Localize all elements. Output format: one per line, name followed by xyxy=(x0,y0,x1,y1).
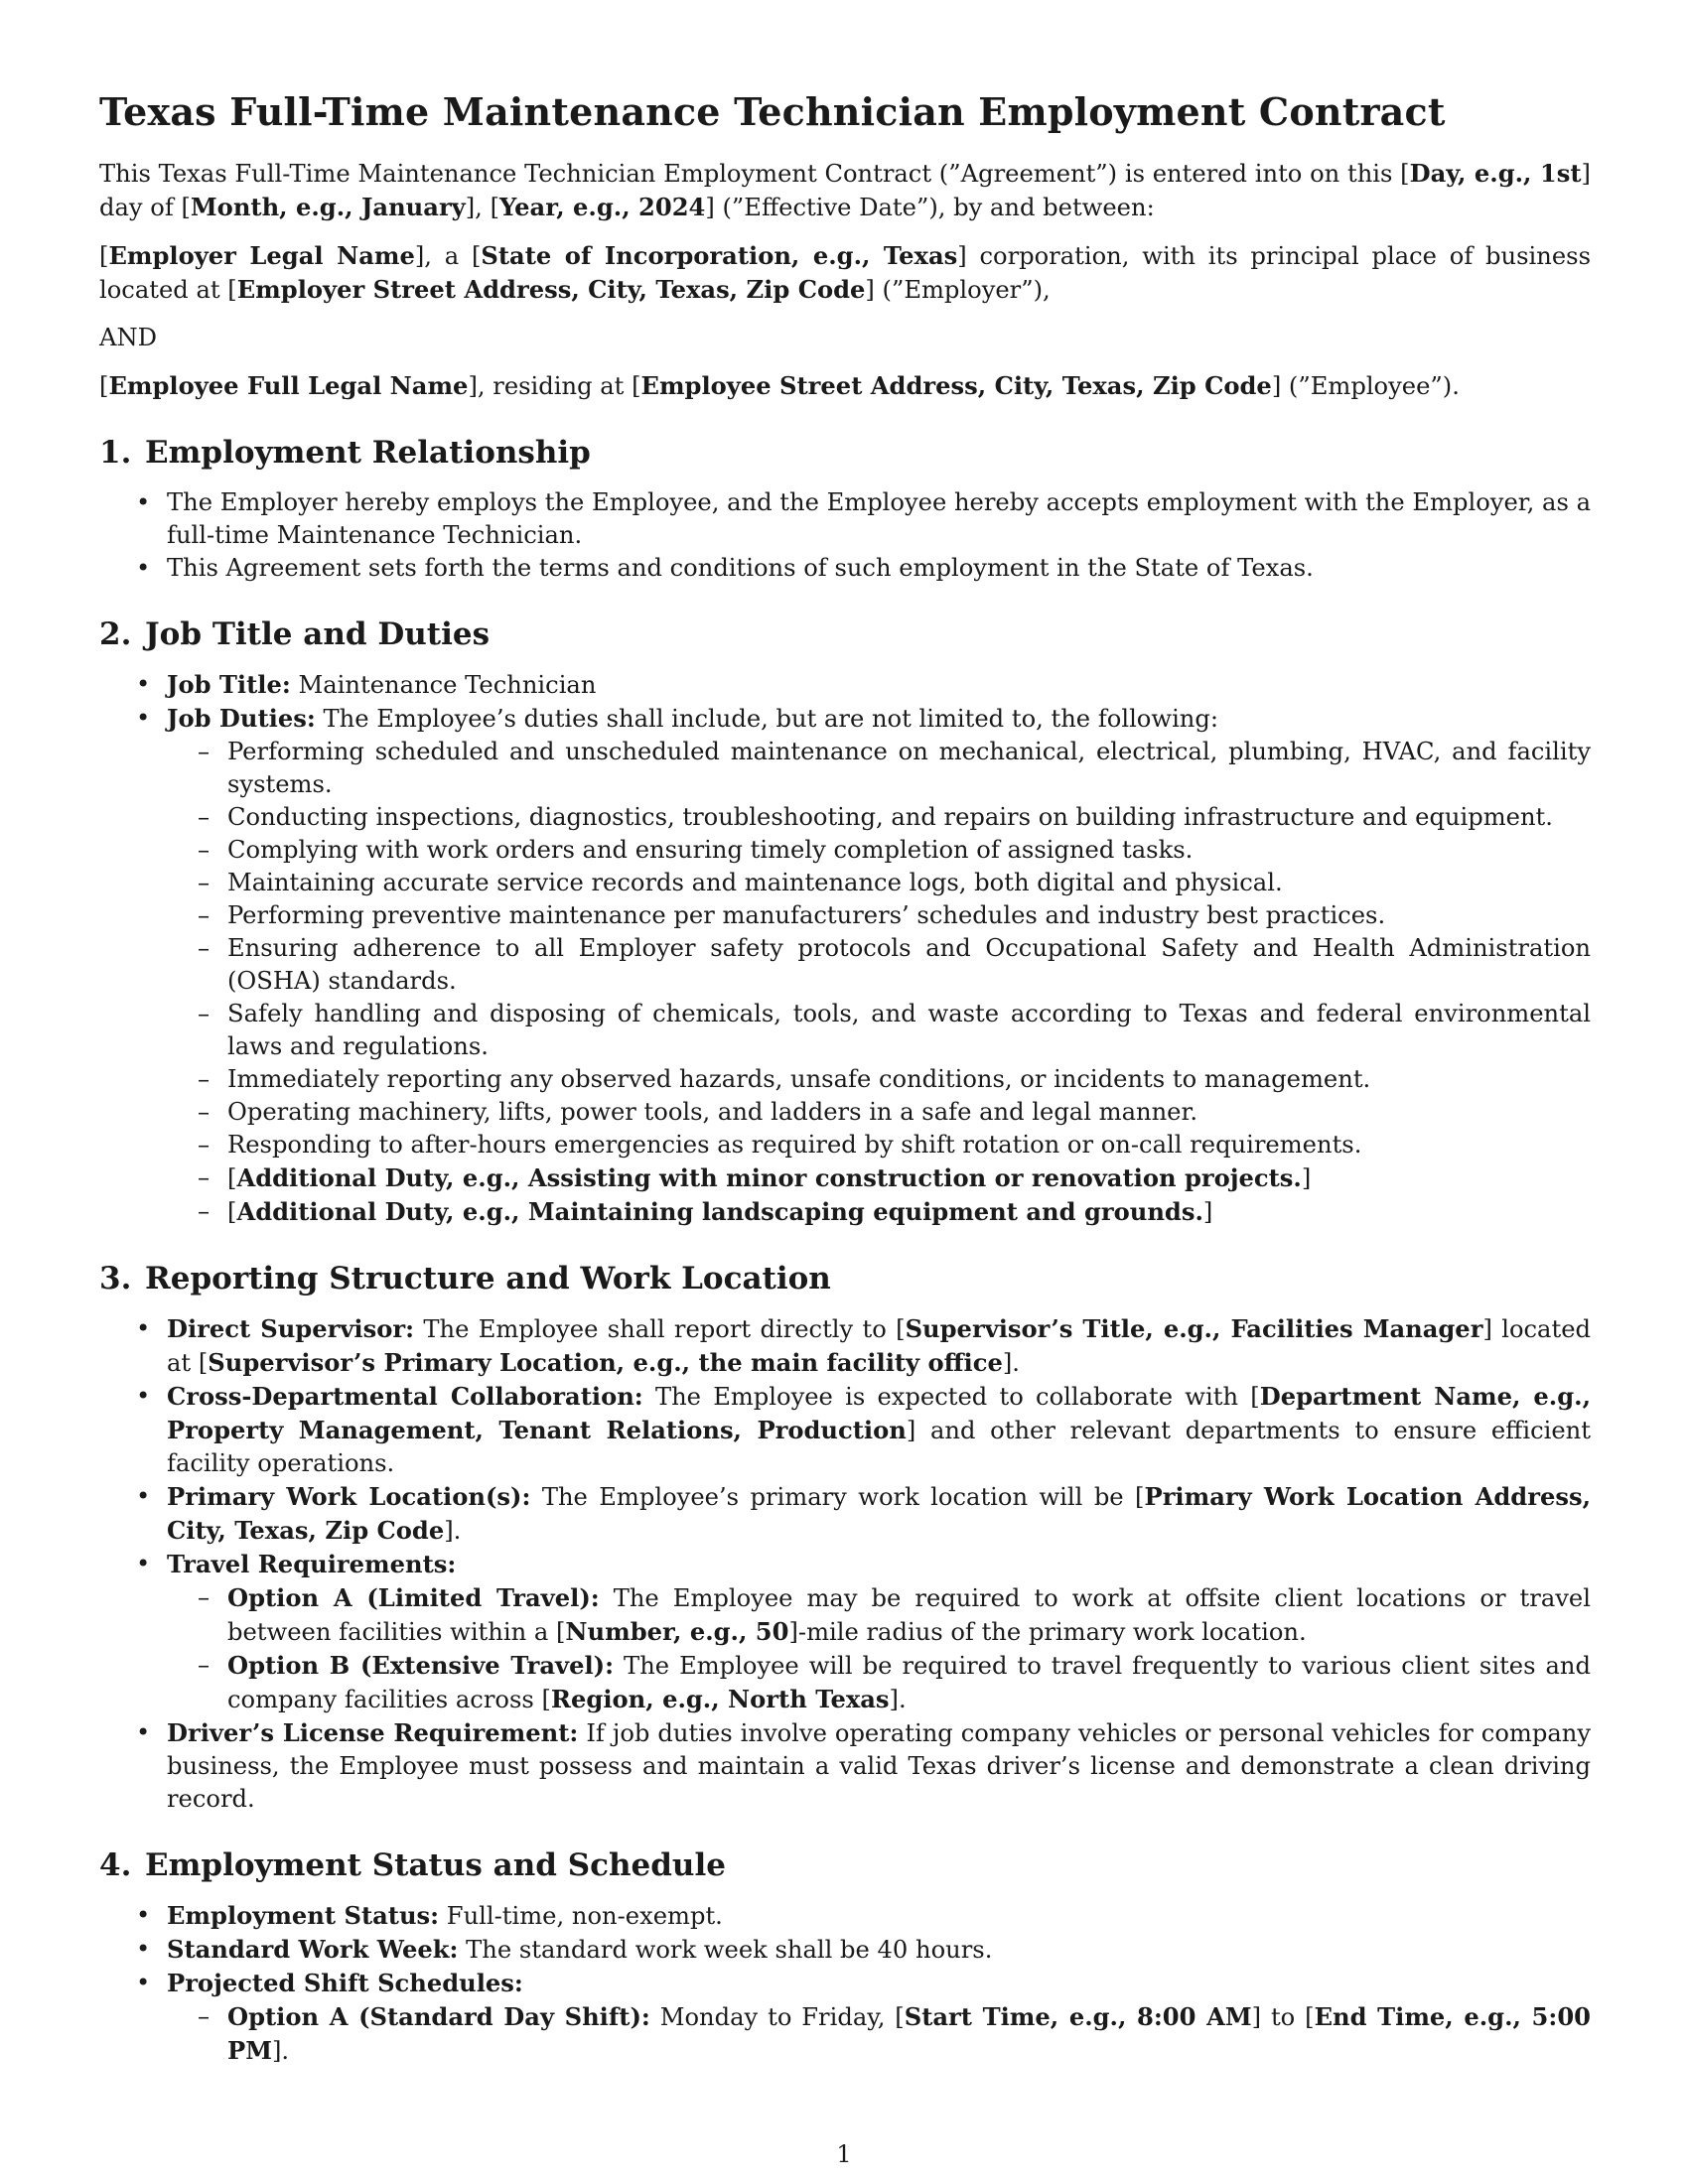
duty-item: – Immediately reporting any observed hazards, unsafe conditions, or incidents to management. xyxy=(166,1063,1591,1096)
shift-options-list xyxy=(167,2000,1591,2068)
employee-paragraph: [Employee Full Legal Name], residing at [Employee Street Address, City, Texas, Zip Code] (”Employee”). xyxy=(99,371,1460,400)
and-separator: AND xyxy=(99,324,158,351)
shift-option-a: – Option A (Standard Day Shift): Monday to Friday, [Start Time, e.g., 8:00 AM] to [End Time, e.g., 5:00 PM]. xyxy=(166,2000,1591,2068)
travel-options-list xyxy=(167,1581,1591,1716)
section-2-list xyxy=(99,668,1591,1229)
duty-item: – Conducting inspections, diagnostics, troubleshooting, and repairs on building infrastructure and equipment. xyxy=(166,801,1591,834)
travel-option-a: – Option A (Limited Travel): The Employee may be required to work at offsite client locations or travel between facilities within a [Number, e.g., 50]-mile radius of the primary work location. xyxy=(166,1581,1591,1649)
additional-duty-item: – [Additional Duty, e.g., Maintaining landscaping equipment and grounds.] xyxy=(166,1195,1591,1229)
list-item: • Travel Requirements: – Option A (Limited Travel): The Employee may be required to work at offsite client locations or travel between facilities within a [Number, e.g., 50]-mile radius of the primary work location. – Option B (Extensive Travel): The Employee will be required to travel frequently to various client sites and company facilities across [Region, e.g., North Texas]. xyxy=(99,1548,1591,1716)
document-title: Texas Full-Time Maintenance Technician Employment Contract xyxy=(99,89,1446,134)
list-item: • Direct Supervisor: The Employee shall report directly to [Supervisor’s Title, e.g., Facilities Manager] located at [Supervisor’s Primary Location, e.g., the main facility office]. xyxy=(99,1312,1591,1380)
employer-paragraph: [Employer Legal Name], a [State of Incorporation, e.g., Texas] corporation, with its principal place of business located at [Employer Street Address, City, Texas, Zip Code] (”Employer”), xyxy=(99,241,1591,304)
list-item: • Cross-Departmental Collaboration: The Employee is expected to collaborate with [Department Name, e.g., Property Management, Tenant Relations, Production] and other relevant departments to ensure efficient facility operations. xyxy=(99,1380,1591,1480)
section-heading-4: 4. Employment Status and Schedule xyxy=(99,1847,726,1883)
travel-option-b: – Option B (Extensive Travel): The Employee will be required to travel frequently to various client sites and company facilities across [Region, e.g., North Texas]. xyxy=(166,1649,1591,1716)
duty-item: – Responding to after-hours emergencies as required by shift rotation or on-call requirements. xyxy=(166,1129,1591,1161)
duties-list xyxy=(167,736,1591,1229)
duty-item: – Ensuring adherence to all Employer safety protocols and Occupational Safety and Health Administration (OSHA) standards. xyxy=(166,932,1591,998)
duty-item: – Operating machinery, lifts, power tools, and ladders in a safe and legal manner. xyxy=(166,1096,1591,1129)
list-item: • Standard Work Week: The standard work week shall be 40 hours. xyxy=(99,1933,1591,1967)
section-3-list xyxy=(99,1312,1591,1816)
list-item: • This Agreement sets forth the terms and conditions of such employment in the State of Texas. xyxy=(99,552,1591,585)
duty-item: – Safely handling and disposing of chemicals, tools, and waste according to Texas and federal environmental laws and regulations. xyxy=(166,998,1591,1063)
section-heading-1: 1. Employment Relationship xyxy=(99,435,591,471)
duty-item: – Maintaining accurate service records and maintenance logs, both digital and physical. xyxy=(166,867,1591,899)
intro-paragraph: This Texas Full-Time Maintenance Technician Employment Contract (”Agreement”) is entered into on this [Day, e.g., 1st] day of [Month, e.g., January], [Year, e.g., 2024] (”Effective Date”), by and between: xyxy=(99,159,1591,221)
section-4-list xyxy=(99,1899,1591,2068)
additional-duty-item: – [Additional Duty, e.g., Assisting with minor construction or renovation projects.] xyxy=(166,1161,1591,1195)
list-item: • Employment Status: Full-time, non-exempt. xyxy=(99,1899,1591,1933)
list-item: • The Employer hereby employs the Employee, and the Employee hereby accepts employment with the Employer, as a full-time Maintenance Technician. xyxy=(99,486,1591,552)
list-item: • Projected Shift Schedules: – Option A (Standard Day Shift): Monday to Friday, [Start Time, e.g., 8:00 AM] to [End Time, e.g., 5:00 PM]. xyxy=(99,1967,1591,2068)
section-heading-2: 2. Job Title and Duties xyxy=(99,616,491,652)
section-1-list xyxy=(99,486,1591,585)
section-heading-3: 3. Reporting Structure and Work Location xyxy=(99,1261,831,1297)
page-number: 1 xyxy=(836,2140,852,2168)
list-item: • Primary Work Location(s): The Employee’s primary work location will be [Primary Work Location Address, City, Texas, Zip Code]. xyxy=(99,1480,1591,1548)
list-item: • Job Duties: The Employee’s duties shall include, but are not limited to, the following: – Performing scheduled and unscheduled maintenance on mechanical, electrical, plumbing, HVAC, and facility systems. – Conducting inspections, diagnostics, troubleshooting, and repairs on building infrastructure and equipment. – Complying with work orders and ensuring timely completion of assigned tasks. – Maintaining accurate service records and maintenance logs, both digital and physical. – Performing preventive maintenance per manufacturers’ schedules and industry best practices. – Ensuring adherence to all Employer safety protocols and Occupational Safety and Health Administration (OSHA) standards. – Safely handling and disposing of chemicals, tools, and waste according to Texas and federal environmental laws and regulations. – Immediately reporting any observed hazards, unsafe conditions, or incidents to management. – Operating machinery, lifts, power tools, and ladders in a safe and legal manner. – Responding to after-hours emergencies as required by shift rotation or on-call requirements. – [Additional Duty, e.g., Assisting with minor construction or renovation projects.] – [Additional Duty, e.g., Maintaining landscaping equipment and grounds.] xyxy=(99,702,1591,1229)
list-item: • Job Title: Maintenance Technician xyxy=(99,668,1591,702)
duty-item: – Performing preventive maintenance per manufacturers’ schedules and industry best practices. xyxy=(166,899,1591,932)
duty-item: – Complying with work orders and ensuring timely completion of assigned tasks. xyxy=(166,834,1591,867)
document-page xyxy=(99,79,1591,2068)
list-item: • Driver’s License Requirement: If job duties involve operating company vehicles or personal vehicles for company business, the Employee must possess and maintain a valid Texas driver’s license and demonstrate a clean driving record. xyxy=(99,1716,1591,1816)
duty-item: – Performing scheduled and unscheduled maintenance on mechanical, electrical, plumbing, HVAC, and facility systems. xyxy=(166,736,1591,801)
